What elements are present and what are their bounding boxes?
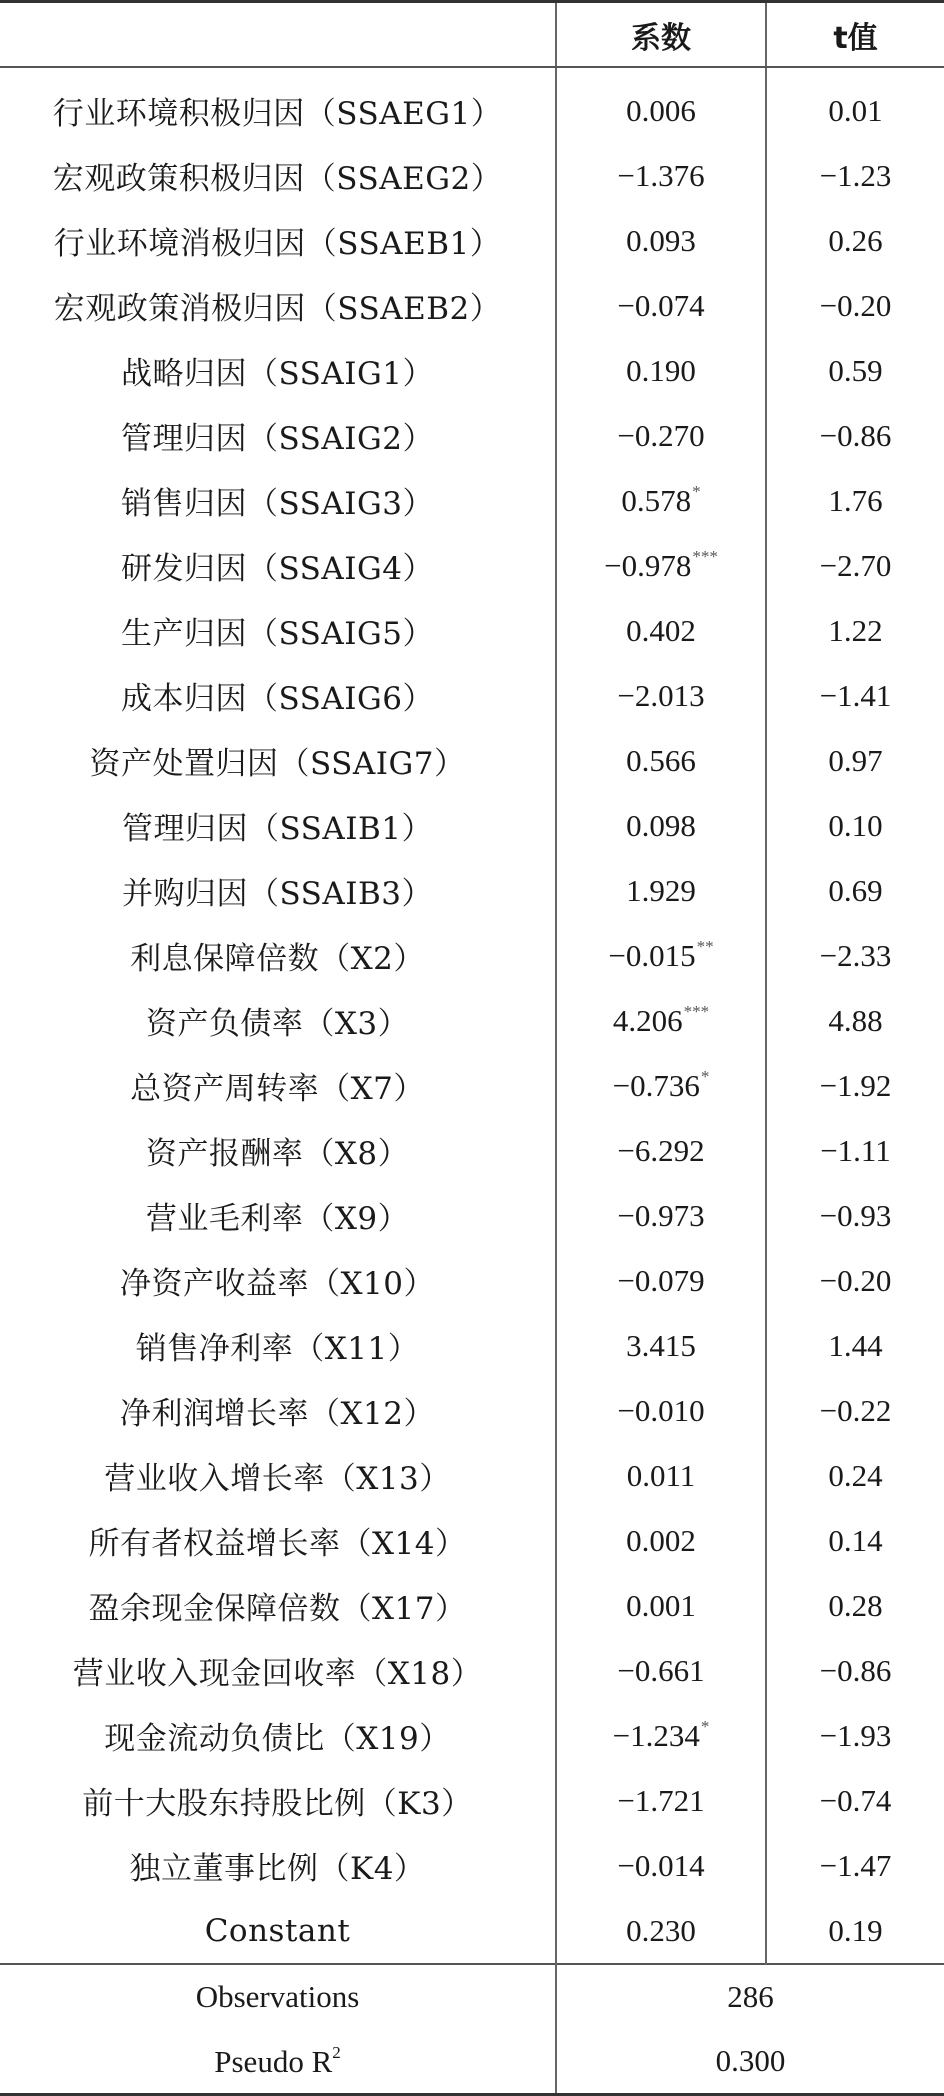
table-row: [0, 598, 944, 663]
variable-label: 净资产收益率（X10）: [0, 1248, 556, 1313]
variable-label: 资产处置归因（SSAIG7）: [0, 728, 556, 793]
coefficient-value: 0.011: [626, 1457, 696, 1493]
variable-label: 成本归因（SSAIG6）: [0, 663, 556, 728]
table-row: [0, 1768, 944, 1833]
variable-label: 行业环境积极归因（SSAEG1）: [0, 67, 556, 143]
t-value-cell: −0.22: [819, 1392, 892, 1428]
coefficient-cell: [556, 598, 766, 663]
table-row: [0, 1573, 944, 1638]
coefficient-cell: [556, 793, 766, 858]
coefficient-value: −6.292: [617, 1132, 705, 1168]
t-value-cell: 0.97: [828, 742, 883, 778]
table-row: [0, 923, 944, 988]
table-row: [0, 793, 944, 858]
table-row: [0, 858, 944, 923]
coefficient-value: 0.578: [621, 483, 692, 518]
coefficient-cell: [556, 1833, 766, 1898]
variable-label: 战略归因（SSAIG1）: [0, 338, 556, 403]
coefficient-value: 0.006: [626, 92, 696, 128]
t-value-cell: −0.74: [819, 1782, 892, 1818]
t-value-cell: −1.23: [819, 157, 892, 193]
coefficient-value: −0.973: [617, 1197, 705, 1233]
coefficient-value: 0.093: [626, 222, 696, 258]
coefficient-value: −1.721: [617, 1782, 705, 1818]
coefficient-value: −1.376: [617, 157, 705, 193]
coefficient-cell: [556, 533, 766, 598]
coefficient-value: 0.190: [626, 352, 696, 388]
coefficient-value: 0.402: [626, 612, 696, 648]
variable-label: 宏观政策积极归因（SSAEG2）: [0, 143, 556, 208]
t-value-cell: 0.10: [828, 807, 883, 843]
significance-marker: *: [700, 1717, 710, 1736]
variable-label: 前十大股东持股比例（K3）: [0, 1768, 556, 1833]
coefficient-cell: [556, 1768, 766, 1833]
variable-label: 营业收入现金回收率（X18）: [0, 1638, 556, 1703]
significance-marker: ***: [683, 1002, 710, 1021]
variable-label: 净利润增长率（X12）: [0, 1378, 556, 1443]
coefficient-cell: [556, 143, 766, 208]
variable-label: 并购归因（SSAIB3）: [0, 858, 556, 923]
observations-label: Observations: [0, 1964, 556, 2029]
coefficient-cell: [556, 988, 766, 1053]
variable-label: 生产归因（SSAIG5）: [0, 598, 556, 663]
coefficient-value: −0.079: [617, 1262, 705, 1298]
table-row: [0, 67, 944, 143]
table-row: [0, 1183, 944, 1248]
coefficient-value: −0.978: [604, 548, 692, 583]
table-row: [0, 143, 944, 208]
variable-label: 独立董事比例（K4）: [0, 1833, 556, 1898]
variable-label: 利息保障倍数（X2）: [0, 923, 556, 988]
t-value-cell: 0.26: [828, 222, 883, 258]
variable-label: Constant: [0, 1898, 556, 1964]
significance-marker: *: [700, 1067, 710, 1086]
table-row: [0, 1638, 944, 1703]
variable-label: 营业毛利率（X9）: [0, 1183, 556, 1248]
t-value-cell: −1.11: [820, 1132, 891, 1168]
t-value-cell: −0.86: [819, 417, 892, 453]
coefficient-cell: [556, 1898, 766, 1964]
variable-label: 总资产周转率（X7）: [0, 1053, 556, 1118]
variable-label: 行业环境消极归因（SSAEB1）: [0, 208, 556, 273]
coefficient-cell: [556, 923, 766, 988]
table-row: [0, 208, 944, 273]
coefficient-cell: [556, 468, 766, 533]
variable-label: 资产负债率（X3）: [0, 988, 556, 1053]
t-value-cell: 0.14: [828, 1522, 883, 1558]
table-row: [0, 1833, 944, 1898]
coefficient-value: −0.014: [617, 1847, 705, 1883]
t-value-cell: 0.59: [828, 352, 883, 388]
observations-value: 286: [556, 1964, 944, 2029]
t-value-cell: −0.20: [819, 1262, 892, 1298]
coefficient-value: 0.566: [626, 742, 696, 778]
pseudo-r2-label: Pseudo R: [214, 2043, 333, 2079]
pseudo-r2-label-cell: [0, 2029, 556, 2095]
t-value-cell: −1.47: [819, 1847, 892, 1883]
t-value-cell: −1.93: [819, 1717, 892, 1753]
pseudo-r2-superscript: 2: [332, 2042, 341, 2062]
coefficient-value: −0.015: [608, 938, 696, 973]
table-row: [0, 338, 944, 403]
coefficient-cell: [556, 273, 766, 338]
table-row: [0, 273, 944, 338]
table-row: [0, 1898, 944, 1964]
variable-label: 现金流动负债比（X19）: [0, 1703, 556, 1768]
table-row: [0, 1443, 944, 1508]
header-t-value: t值: [766, 2, 944, 68]
table-row: [0, 1248, 944, 1313]
coefficient-cell: [556, 858, 766, 923]
t-value-cell: −1.92: [819, 1067, 892, 1103]
coefficient-cell: [556, 338, 766, 403]
coefficient-value: −1.234: [612, 1718, 700, 1753]
coefficient-value: −2.013: [617, 677, 705, 713]
observations-row: [0, 1964, 944, 2029]
t-value-cell: 4.88: [828, 1002, 883, 1038]
t-value-cell: −1.41: [819, 677, 892, 713]
coefficient-cell: [556, 1508, 766, 1573]
table-row: [0, 663, 944, 728]
coefficient-cell: [556, 1118, 766, 1183]
coefficient-cell: [556, 1248, 766, 1313]
table-row: [0, 1313, 944, 1378]
t-value-cell: 0.01: [828, 92, 883, 128]
t-value-cell: 0.28: [828, 1587, 883, 1623]
significance-marker: **: [696, 937, 714, 956]
coefficient-value: 4.206: [612, 1003, 683, 1038]
variable-label: 管理归因（SSAIG2）: [0, 403, 556, 468]
pseudo-r2-row: [0, 2029, 944, 2095]
variable-label: 销售净利率（X11）: [0, 1313, 556, 1378]
table-row: [0, 728, 944, 793]
header-coefficient: 系数: [556, 2, 766, 68]
coefficient-value: −0.010: [617, 1392, 705, 1428]
t-value-cell: 1.76: [828, 482, 883, 518]
coefficient-value: −0.736: [612, 1068, 700, 1103]
coefficient-cell: [556, 1053, 766, 1118]
coefficient-value: −0.074: [617, 287, 705, 323]
coefficient-cell: [556, 1443, 766, 1508]
t-value-cell: −2.70: [819, 547, 892, 583]
table-row: [0, 1703, 944, 1768]
coefficient-value: 0.002: [626, 1522, 696, 1558]
coefficient-cell: [556, 728, 766, 793]
coefficient-value: 0.230: [626, 1912, 696, 1948]
t-value-cell: 1.22: [828, 612, 883, 648]
table-row: [0, 1378, 944, 1443]
variable-label: 销售归因（SSAIG3）: [0, 468, 556, 533]
coefficient-cell: [556, 67, 766, 143]
t-value-cell: 1.44: [828, 1327, 883, 1363]
coefficient-cell: [556, 1573, 766, 1638]
significance-marker: *: [692, 482, 701, 501]
variable-label: 宏观政策消极归因（SSAEB2）: [0, 273, 556, 338]
variable-label: 资产报酬率（X8）: [0, 1118, 556, 1183]
coefficient-value: −0.270: [617, 417, 705, 453]
table-row: [0, 988, 944, 1053]
table-row: [0, 468, 944, 533]
significance-marker: ***: [692, 547, 718, 566]
pseudo-r2-value: 0.300: [556, 2029, 944, 2095]
variable-label: 营业收入增长率（X13）: [0, 1443, 556, 1508]
coefficient-cell: [556, 663, 766, 728]
table-row: [0, 1508, 944, 1573]
t-value-cell: −2.33: [819, 937, 892, 973]
table-row: [0, 533, 944, 598]
coefficient-value: 3.415: [626, 1327, 696, 1363]
header-variable: [0, 2, 556, 68]
variable-label: 研发归因（SSAIG4）: [0, 533, 556, 598]
coefficient-cell: [556, 403, 766, 468]
coefficient-value: 0.001: [626, 1587, 696, 1623]
coefficient-cell: [556, 1378, 766, 1443]
t-value-cell: −0.93: [819, 1197, 892, 1233]
coefficient-cell: [556, 1183, 766, 1248]
summary-stats: [0, 1964, 944, 2095]
header-row: [0, 2, 944, 68]
table-row: [0, 1118, 944, 1183]
t-value-cell: −0.86: [819, 1652, 892, 1688]
table-row: [0, 403, 944, 468]
table-row: [0, 1053, 944, 1118]
t-value-cell: 0.69: [828, 872, 883, 908]
variable-label: 所有者权益增长率（X14）: [0, 1508, 556, 1573]
coefficient-cell: [556, 1313, 766, 1378]
coefficient-cell: [556, 208, 766, 273]
coefficient-cell: [556, 1703, 766, 1768]
coefficient-value: 0.098: [626, 807, 696, 843]
variable-label: 盈余现金保障倍数（X17）: [0, 1573, 556, 1638]
t-value-cell: 0.24: [828, 1457, 883, 1493]
t-value-cell: −0.20: [819, 287, 892, 323]
coefficient-value: 1.929: [626, 872, 696, 908]
t-value-cell: 0.19: [828, 1912, 883, 1948]
coefficient-rows: [0, 67, 944, 1964]
coefficient-value: −0.661: [617, 1652, 705, 1688]
variable-label: 管理归因（SSAIB1）: [0, 793, 556, 858]
coefficient-cell: [556, 1638, 766, 1703]
